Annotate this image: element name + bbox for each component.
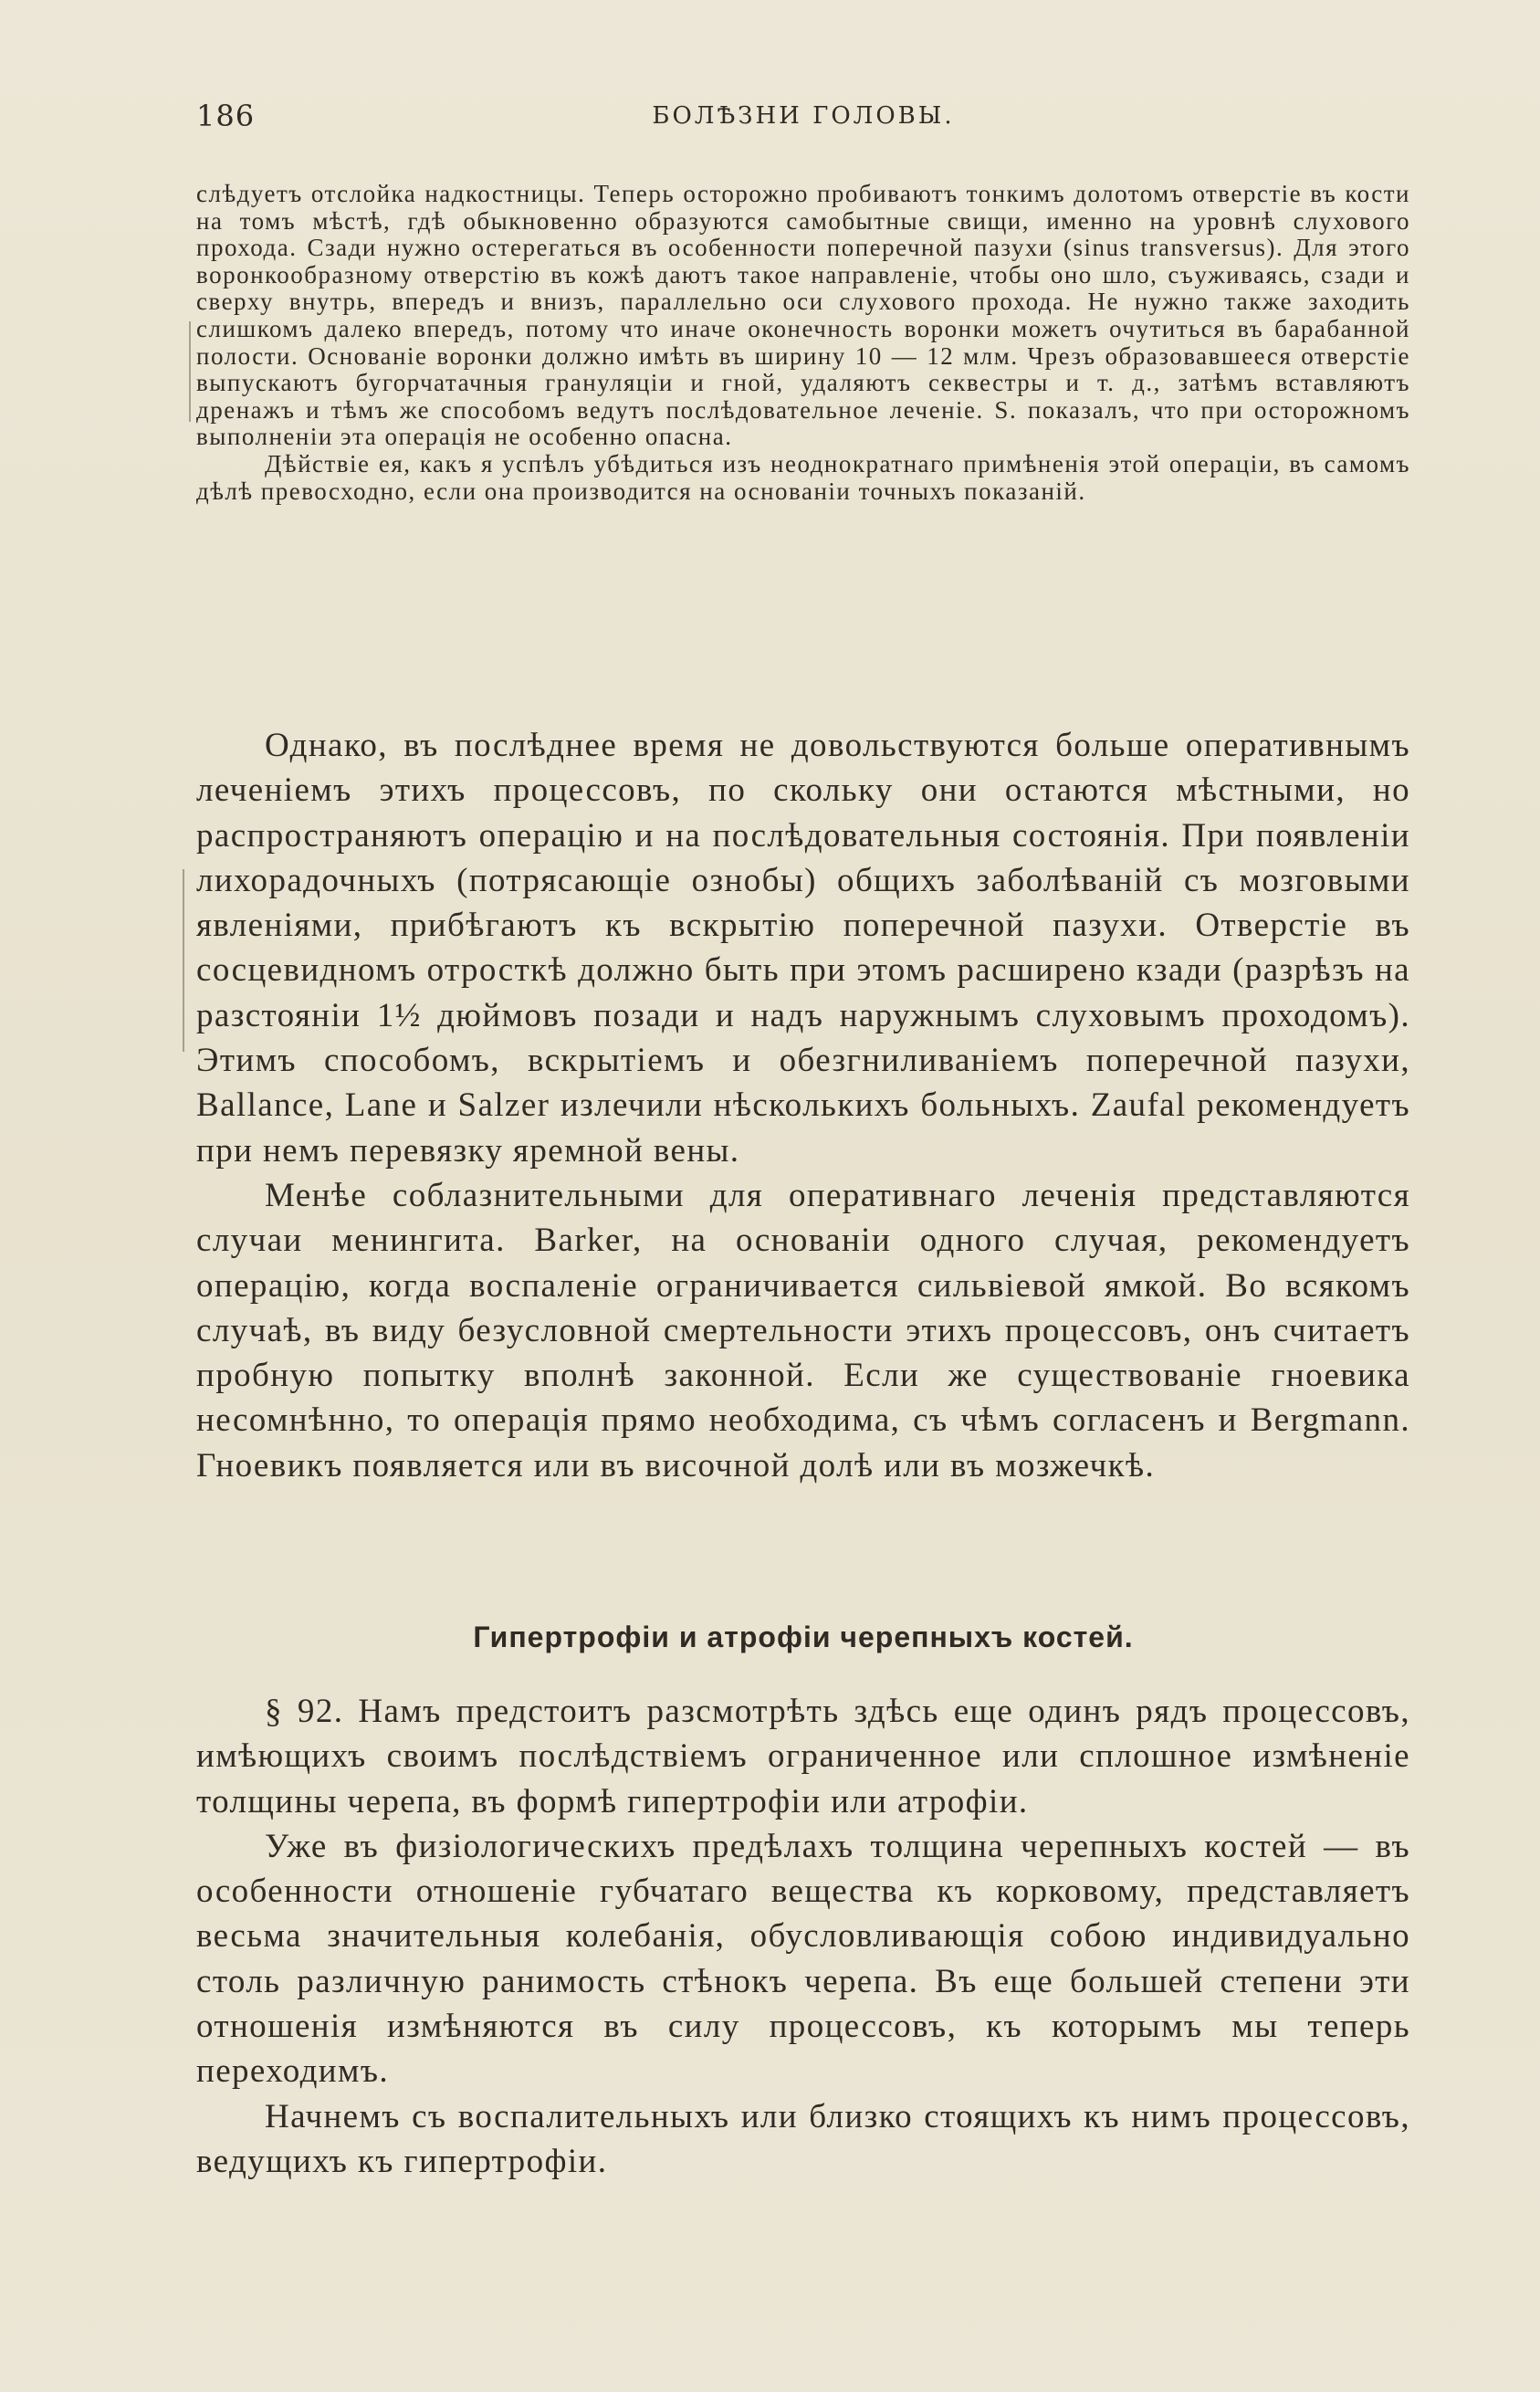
page-number: 186 [196,99,256,133]
small-print-paragraph-1: слѣдуетъ отслойка надкостницы. Теперь осторожно пробиваютъ тонкимъ долотомъ отверстіе въ кости на томъ мѣстѣ, гдѣ обыкновенно образуются самобытные свищи, именно на уровнѣ слухового прохода. Сзади нужно остерегаться въ особенности поперечной пазухи (sinus transversus). Для этого воронкообразному отверстію въ кожѣ даютъ такое направленіе, чтобы оно шло, съуживаясь, сзади и сверху внутрь, впередъ и внизъ, параллельно оси слухового прохода. Не нужно также заходить слишкомъ далеко впередъ, потому что иначе оконечность воронки можетъ очутиться въ барабанной полости. Основаніе воронки должно имѣть въ ширину 10 — 12 млм. Чрезъ образовавшееся отверстіе выпускаютъ бугорчатачныя грануляціи и гной, удаляютъ секвестры и т. д., затѣмъ вставляютъ дренажъ и тѣмъ же способомъ ведутъ послѣдовательное леченіе. S. показалъ, что при осторожномъ выполненіи эта операція не особенно опасна. [196,180,1410,451]
margin-pencil-mark [189,321,191,422]
section-paragraph-3: Начнемъ съ воспалительныхъ или близко стоящихъ къ нимъ процессовъ, ведущихъ къ гипертрофіи. [196,2097,1410,2180]
section-paragraph-2: Уже въ физіологическихъ предѣлахъ толщина черепныхъ костей — въ особенности отношеніе губчатаго вещества къ корковому, представляетъ весьма значительныя колебанія, обусловливающія собою индивидуально столь различную ранимость стѣнокъ черепа. Въ еще большей степени эти отношенія измѣняются въ силу процессовъ, къ которымъ мы теперь переходимъ. [196,1827,1410,2091]
margin-pencil-mark [183,869,184,1052]
section-heading: Гипертрофіи и атрофіи черепныхъ костей. [473,1621,1134,1653]
main-paragraph-2: Менѣе соблазнительными для оперативнаго леченія представляются случаи менингита. Barker, на основаніи одного случая, рекомендуетъ операцію, когда воспаленіе ограничивается сильвіевой ямкой. Во всякомъ случаѣ, въ виду безусловной смертельности этихъ процессовъ, онъ считаетъ пробную попытку вполнѣ законной. Если же существованіе гноевика несомнѣнно, то операція прямо необходима, съ чѣмъ согласенъ и Bergmann. Гноевикъ появляется или въ височной долѣ или въ мозжечкѣ. [196,1176,1410,1485]
small-print-paragraph-2: Дѣйствіе ея, какъ я успѣлъ убѣдиться изъ неоднократнаго примѣненія этой операціи, въ самомъ дѣлѣ превосходно, если она производится на основаніи точныхъ показаній. [196,449,1410,505]
section-paragraph-1: § 92. Намъ предстоитъ разсмотрѣть здѣсь еще одинъ рядъ процессовъ, имѣющихъ своимъ послѣдствіемъ ограниченное или сплошное измѣненіе толщины черепа, въ формѣ гипертрофіи или атрофіи. [196,1693,1410,1820]
main-text-block [196,723,1410,1488]
page-header [196,99,1410,135]
running-title: БОЛѢЗНИ ГОЛОВЫ. [652,102,955,130]
main-paragraph-1: Однако, въ послѣднее время не довольствуются больше оперативнымъ леченіемъ этихъ процессовъ, по скольку они остаются мѣстными, но распространяютъ операцію и на послѣдовательныя состоянія. При появленіи лихорадочныхъ (потрясающіе ознобы) общихъ заболѣваній съ мозговыми явленіями, прибѣгаютъ къ вскрытію поперечной пазухи. Отверстіе въ сосцевидномъ отросткѣ должно быть при этомъ расширено кзади (разрѣзъ на разстояніи 1½ дюймовъ позади и надъ наружнымъ слуховымъ проходомъ). Этимъ способомъ, вскрытіемъ и обезгниливаніемъ поперечной пазухи, Ballance, Lane и Salzer излечили нѣсколькихъ больныхъ. Zaufal рекомендуетъ при немъ перевязку яремной вены. [196,727,1410,1170]
small-print-block [196,181,1410,505]
section-text-block [196,1689,1410,2184]
